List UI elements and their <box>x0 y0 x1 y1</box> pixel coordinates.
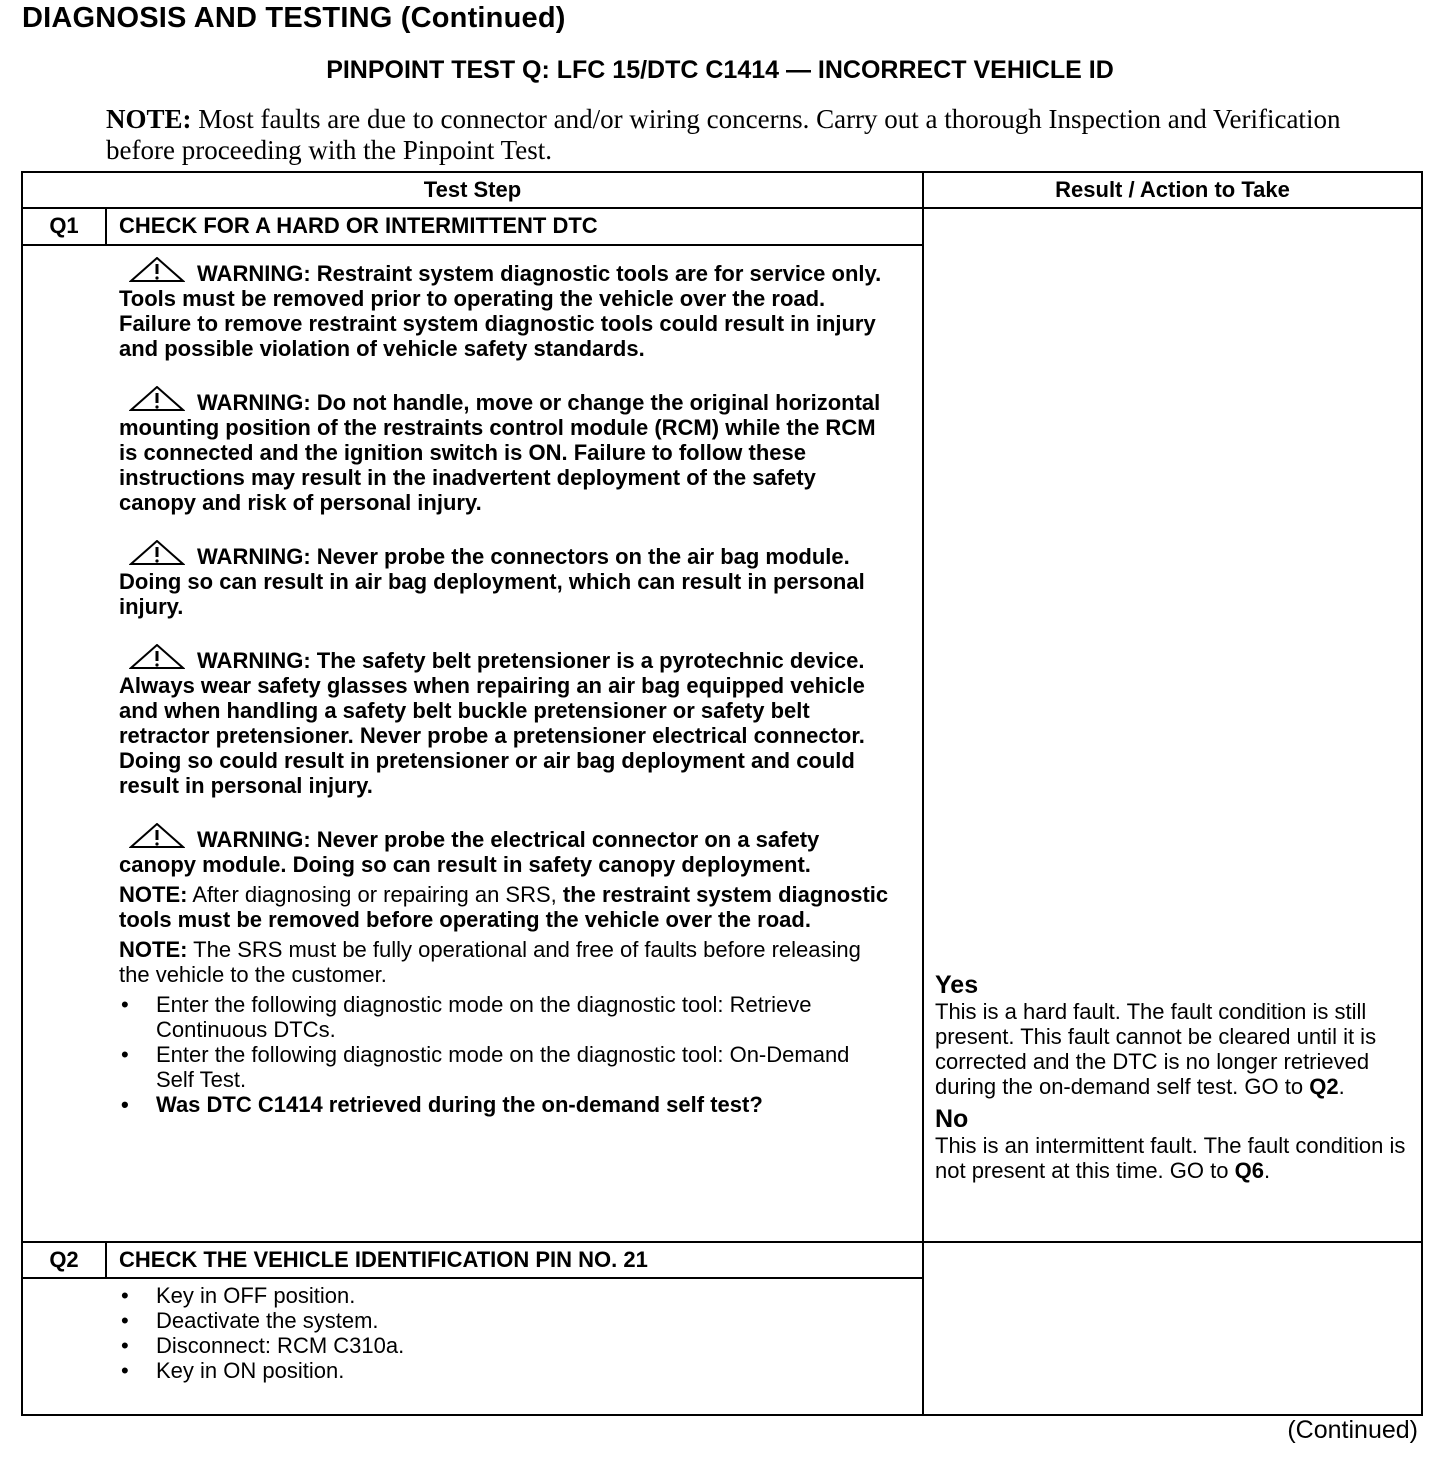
result-yes-text: This is a hard fault. The fault condition is still present. This fault cannot be cleared until it is corrected and the DTC is no longer retrieved during the on-demand self test. GO to Q2. <box>935 999 1377 1099</box>
list-item: • Disconnect: RCM C310a. <box>119 1333 889 1358</box>
q1-result <box>935 971 1419 1183</box>
list-item: • Enter the following diagnostic mode on the diagnostic tool: On-Demand Self Test. <box>119 1042 889 1092</box>
intro-note <box>106 104 1366 166</box>
note-label: NOTE: <box>119 937 188 962</box>
result-no-body: This is an intermittent fault. The fault condition is not present at this time. GO to <box>935 1133 1406 1183</box>
q2-id-divider <box>105 1243 107 1277</box>
result-yes-body: This is a hard fault. The fault condition is still present. This fault cannot be cleared until it is corrected and the DTC is no longer retrieved during the on-demand self test. GO to <box>935 999 1377 1099</box>
result-yes-label: Yes <box>935 971 979 999</box>
q2-bullet-list <box>119 1283 889 1383</box>
warning-4-text: WARNING: The safety belt pretensioner is a pyrotechnic device. Always wear safety glasses when repairing an air bag equipped vehicle and when handling a safety belt buckle pretensioner or safety belt retractor pretensioner. Never probe a pretensioner electrical connector. Doing so could result in pretensioner or air bag deployment and could result in personal injury. <box>119 648 865 798</box>
goto-q6-link[interactable]: Q6 <box>1234 1158 1264 1183</box>
q2-title-divider <box>23 1277 922 1279</box>
page-header: DIAGNOSIS AND TESTING (Continued) <box>22 2 566 34</box>
column-header-result: Result / Action to Take <box>1055 177 1290 202</box>
step-title-q2: CHECK THE VEHICLE IDENTIFICATION PIN NO. 21 <box>119 1247 648 1272</box>
warning-triangle-icon <box>129 257 185 283</box>
warning-2 <box>119 386 889 515</box>
warning-5 <box>119 823 889 877</box>
warning-1-text: WARNING: Restraint system diagnostic tools are for service only. Tools must be removed prior to operating the vehicle over the road. Failure to remove restraint system diagnostic tools could result in injury and possible violation of vehicle safety standards. <box>119 261 882 361</box>
q1-q2-divider <box>23 1241 1421 1243</box>
q1-title-divider <box>23 244 922 246</box>
list-item: • Enter the following diagnostic mode on the diagnostic tool: Retrieve Continuous DTCs. <box>119 992 889 1042</box>
step-title-q1: CHECK FOR A HARD OR INTERMITTENT DTC <box>119 213 598 238</box>
list-item: • Deactivate the system. <box>119 1308 889 1333</box>
warning-3-text: WARNING: Never probe the connectors on the air bag module. Doing so can result in air bag deployment, which can result in personal injury. <box>119 544 865 619</box>
result-no-label: No <box>935 1105 969 1133</box>
note-label: NOTE: <box>119 882 188 907</box>
goto-q2-link[interactable]: Q2 <box>1309 1074 1339 1099</box>
continued-label: (Continued) <box>1287 1416 1418 1444</box>
warning-4 <box>119 644 889 798</box>
q1-bullet-list <box>119 992 889 1117</box>
pinpoint-test-table <box>21 171 1423 1416</box>
warning-triangle-icon <box>129 386 185 412</box>
warning-triangle-icon <box>129 644 185 670</box>
q1-note-1 <box>119 882 889 932</box>
note-text: After diagnosing or repairing an SRS, <box>187 882 563 907</box>
note-text: The SRS must be fully operational and free of faults before releasing the vehicle to the customer. <box>119 937 861 987</box>
warning-1 <box>119 257 889 361</box>
column-header-test-step: Test Step <box>423 177 522 202</box>
column-divider <box>922 173 924 1414</box>
list-item: • Key in OFF position. <box>119 1283 889 1308</box>
warning-5-text: WARNING: Never probe the electrical connector on a safety canopy module. Doing so can result in safety canopy deployment. <box>119 827 820 877</box>
header-divider <box>23 207 1421 209</box>
step-id-q1: Q1 <box>49 213 79 238</box>
note-text: Most faults are due to connector and/or wiring concerns. Carry out a thorough Inspection and Verification before proceeding with the Pinpoint Test. <box>106 104 1341 165</box>
pinpoint-test-title: PINPOINT TEST Q: LFC 15/DTC C1414 — INCORRECT VEHICLE ID <box>326 56 1114 84</box>
list-item: • Key in ON position. <box>119 1358 889 1383</box>
note-bold-text: the restraint system diagnostic tools must be removed before operating the vehicle over the road. <box>119 882 889 932</box>
warning-triangle-icon <box>129 540 185 566</box>
q2-step-body <box>119 1283 889 1383</box>
q1-note-2 <box>119 937 889 987</box>
q1-id-divider <box>105 209 107 244</box>
q1-step-body <box>119 257 889 1117</box>
note-label: NOTE: <box>106 104 192 134</box>
warning-triangle-icon <box>129 823 185 849</box>
step-id-q2: Q2 <box>49 1247 79 1272</box>
q1-question: • Was DTC C1414 retrieved during the on-demand self test? <box>119 1092 889 1117</box>
warning-3 <box>119 540 889 619</box>
result-no-text: This is an intermittent fault. The fault condition is not present at this time. GO to Q6. <box>935 1133 1406 1183</box>
warning-2-text: WARNING: Do not handle, move or change the original horizontal mounting position of the restraints control module (RCM) while the RCM is connected and the ignition switch is ON. Failure to follow these instructions may result in the inadvertent deployment of the safety canopy and risk of personal injury. <box>119 390 881 515</box>
